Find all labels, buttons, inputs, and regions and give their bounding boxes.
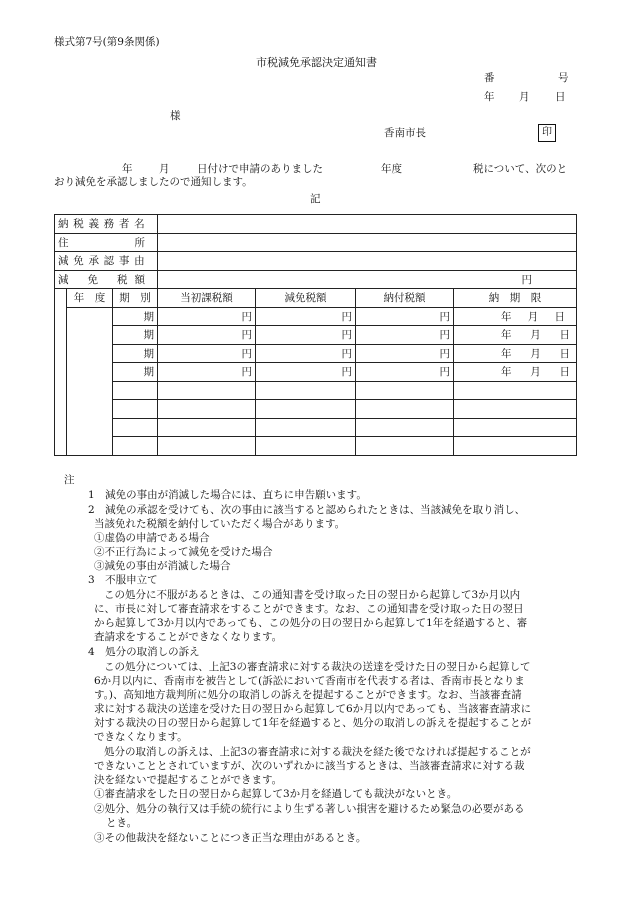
note-2-item-2: ②不正行為によって減免を受けた場合 [94, 546, 273, 558]
taxpayer-name-label: 納税義務者名 [55, 215, 158, 234]
seal-stamp: 印 [538, 124, 556, 142]
body-month: 月 [159, 163, 170, 175]
header-paid-tax: 納付税額 [356, 289, 454, 308]
amount-char-1: 減 [58, 273, 69, 286]
document-title: 市税減免承認決定通知書 [256, 56, 377, 69]
recipient-honorific: 様 [170, 110, 181, 122]
table-header-row [55, 289, 577, 308]
due-year: 年 [501, 347, 512, 360]
date-month-label: 月 [519, 91, 530, 103]
table-row [55, 381, 577, 400]
table-row [55, 363, 577, 382]
paid-tax-cell[interactable] [356, 418, 454, 437]
paid-tax-cell[interactable]: 円 [356, 326, 454, 345]
period-cell[interactable]: 期 [113, 307, 158, 326]
note-3-heading: 3 不服申立て [88, 574, 158, 586]
due-date-cell[interactable] [454, 307, 577, 326]
due-month: 月 [530, 347, 541, 360]
fiscal-year-cell[interactable] [67, 307, 113, 455]
period-cell[interactable]: 期 [113, 326, 158, 345]
header-period: 期 別 [113, 289, 158, 308]
exemption-amount-value[interactable] [158, 270, 577, 289]
note-1: 1 減免の事由が消滅した場合には、直ちに申告願います。 [88, 489, 367, 501]
paid-tax-cell[interactable] [356, 437, 454, 456]
note-4-heading: 4 処分の取消しの訴え [88, 646, 200, 658]
table-row [55, 344, 577, 363]
body-tax-text: 税について、次のと [473, 163, 568, 175]
due-day: 日 [559, 347, 571, 360]
form-number: 様式第7号(第9条関係) [54, 36, 160, 48]
body-approval-text: おり減免を承認しましたので通知します。 [54, 176, 253, 188]
note-4-line-2: 6か月以内に、香南市を被告として(訴訟において香南市を代表する者は、香南市長となりま [94, 675, 525, 687]
note-3-line-2: に、市長に対して審査請求をすることができます。なお、この通知書を受け取った日の翌日 [94, 603, 524, 615]
yen-unit: 円 [521, 273, 533, 286]
note-4-item-3: ③その他裁決を経ないことにつき正当な理由があるとき。 [94, 832, 367, 844]
table-row [55, 215, 577, 234]
paid-tax-cell[interactable] [356, 400, 454, 419]
indent-cell [55, 307, 67, 455]
table-row [55, 418, 577, 437]
period-cell[interactable] [113, 437, 158, 456]
note-2-item-3: ③減免の事由が消滅した場合 [94, 560, 231, 572]
table-row [55, 252, 577, 271]
exempt-tax-cell[interactable] [256, 400, 356, 419]
note-3-line-3: から起算して3か月以内であっても、この処分の日の翌日から起算して1年を経過すると、審 [94, 617, 528, 629]
due-day: 日 [559, 366, 571, 379]
exempt-tax-cell[interactable] [256, 418, 356, 437]
note-2-item-1: ①虚偽の申請である場合 [94, 532, 210, 544]
amount-char-4: 額 [134, 273, 145, 286]
exempt-tax-cell[interactable]: 円 [256, 326, 356, 345]
table-row [55, 326, 577, 345]
due-day: 日 [559, 329, 571, 342]
due-year: 年 [501, 310, 512, 323]
table-row [55, 233, 577, 252]
note-4-line-3: す。)、高知地方裁判所に処分の取消しの訴えを提起することができます。なお、当該審査請 [94, 689, 522, 701]
period-cell[interactable] [113, 418, 158, 437]
exempt-tax-cell[interactable]: 円 [256, 344, 356, 363]
original-tax-cell[interactable] [158, 418, 256, 437]
note-4-line-6: できなくなります。 [94, 731, 188, 743]
period-cell[interactable]: 期 [113, 363, 158, 382]
body-year: 年 [122, 163, 133, 175]
due-year: 年 [501, 366, 512, 379]
table-row [55, 307, 577, 326]
note-4-item-2-cont: とき。 [106, 817, 138, 829]
original-tax-cell[interactable] [158, 437, 256, 456]
note-4-line-1: この処分については、上記3の審査請求に対する裁決の送達を受けた日の翌日から起算して [104, 661, 531, 673]
exempt-tax-cell[interactable]: 円 [256, 307, 356, 326]
date-day-label: 日 [555, 91, 566, 103]
note-2-cont: 当該免れた税額を納付していただく場合があります。 [94, 518, 346, 530]
note-4-line-8: できないこととされていますが、次のいずれかに該当するときは、当該審査請求に対する裁 [94, 760, 525, 772]
due-date-cell[interactable] [454, 344, 577, 363]
address-value[interactable] [158, 233, 577, 252]
due-month: 月 [530, 366, 541, 379]
note-4-line-4: 求に対する裁決の送達を受けた日の翌日から起算して6か月以内であっても、当該審査請求に [94, 703, 532, 715]
due-date-cell[interactable] [454, 400, 577, 419]
go-label: 号 [558, 72, 569, 84]
header-exempt-tax: 減免税額 [256, 289, 356, 308]
table-row [55, 400, 577, 419]
original-tax-cell[interactable]: 円 [158, 326, 256, 345]
period-cell[interactable] [113, 381, 158, 400]
exemption-table [54, 214, 577, 456]
mayor-title: 香南市長 [384, 127, 426, 139]
header-fiscal-year: 年 度 [67, 289, 113, 308]
address-label-a: 住 [58, 236, 69, 249]
original-tax-cell[interactable]: 円 [158, 363, 256, 382]
exempt-tax-cell[interactable]: 円 [256, 363, 356, 382]
indent-cell [55, 289, 67, 308]
exempt-tax-cell[interactable] [256, 381, 356, 400]
due-day: 日 [554, 310, 566, 323]
note-3-line-4: 査請求をすることができなくなります。 [94, 631, 283, 643]
period-cell[interactable]: 期 [113, 344, 158, 363]
body-fiscal-year: 年度 [381, 163, 402, 175]
due-date-cell[interactable] [454, 418, 577, 437]
period-cell[interactable] [113, 400, 158, 419]
exemption-reason-label: 減免承認事由 [55, 252, 158, 271]
note-3-line-1: この処分に不服があるときは、この通知書を受け取った日の翌日から起算して3か月以内 [104, 589, 521, 601]
address-label [55, 233, 158, 252]
taxpayer-name-value[interactable] [158, 215, 577, 234]
due-year: 年 [501, 329, 512, 342]
exemption-amount-label [55, 270, 158, 289]
table-row [55, 270, 577, 289]
exemption-reason-value[interactable] [158, 252, 577, 271]
due-month: 月 [530, 329, 541, 342]
paid-tax-cell[interactable] [356, 381, 454, 400]
amount-char-2: 免 [87, 273, 98, 286]
note-4-line-7: 処分の取消しの訴えは、上記3の審査請求に対する裁決を経た後でなければ提起することが [104, 746, 531, 758]
address-label-b: 所 [134, 236, 145, 249]
note-4-line-9: 決を経ないで提起することができます。 [94, 774, 283, 786]
header-original-tax: 当初課税額 [158, 289, 256, 308]
original-tax-cell[interactable] [158, 400, 256, 419]
amount-char-3: 税 [117, 273, 128, 286]
note-2: 2 減免の承認を受けても、次の事由に該当すると認められたときは、当該減免を取り消し、 [88, 504, 526, 516]
due-date-cell[interactable] [454, 437, 577, 456]
paid-tax-cell[interactable]: 円 [356, 344, 454, 363]
due-date-cell[interactable] [454, 326, 577, 345]
note-4-item-2: ②処分、処分の執行又は手続の続行により生ずる著しい損害を避けるため緊急の必要がある [94, 803, 525, 815]
ki-label: 記 [310, 193, 321, 205]
table-row [55, 437, 577, 456]
due-date-cell[interactable] [454, 381, 577, 400]
paid-tax-cell[interactable]: 円 [356, 363, 454, 382]
original-tax-cell[interactable]: 円 [158, 307, 256, 326]
body-day-application: 日付けで申請のありました [197, 163, 323, 175]
date-year-label: 年 [484, 91, 495, 103]
note-4-item-1: ①審査請求をした日の翌日から起算して3か月を経過しても裁決がないとき。 [94, 788, 458, 800]
exempt-tax-cell[interactable] [256, 437, 356, 456]
notes-heading: 注 [64, 474, 75, 486]
paid-tax-cell[interactable]: 円 [356, 307, 454, 326]
original-tax-cell[interactable]: 円 [158, 344, 256, 363]
original-tax-cell[interactable] [158, 381, 256, 400]
note-4-line-5: 対する裁決の日の翌日から起算して1年を経過すると、処分の取消しの訴えを提起することが [94, 717, 532, 729]
number-label: 番 [484, 72, 495, 84]
due-month: 月 [527, 310, 539, 323]
due-date-cell[interactable] [454, 363, 577, 382]
header-due-date: 納 期 限 [454, 289, 577, 308]
